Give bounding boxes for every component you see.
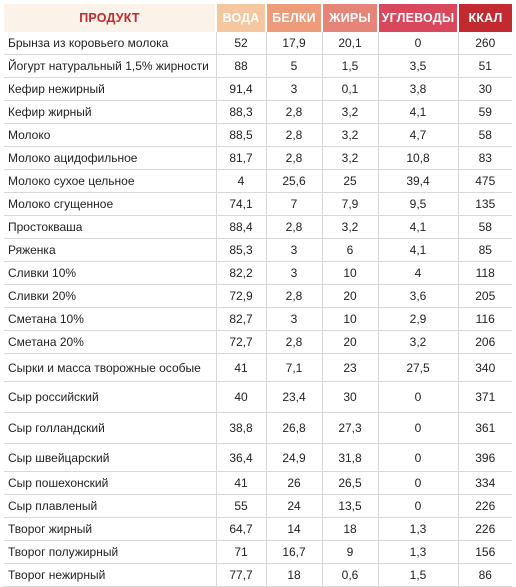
cell-fat: 3,2 <box>322 216 378 239</box>
cell-protein: 2,8 <box>266 285 322 308</box>
cell-protein: 7,1 <box>266 354 322 382</box>
cell-water: 88 <box>216 55 266 78</box>
cell-protein: 2,8 <box>266 331 322 354</box>
cell-carbs: 3,8 <box>378 78 458 101</box>
cell-water: 74,1 <box>216 193 266 216</box>
cell-protein: 2,8 <box>266 216 322 239</box>
cell-product-name: Молоко сгущенное <box>4 193 216 216</box>
cell-carbs: 3,5 <box>378 55 458 78</box>
cell-carbs: 4,1 <box>378 216 458 239</box>
cell-protein: 3 <box>266 78 322 101</box>
cell-fat: 30 <box>322 382 378 413</box>
cell-product-name: Кефир нежирный <box>4 78 216 101</box>
cell-kcal: 85 <box>458 239 512 262</box>
table-header <box>4 4 512 32</box>
cell-carbs: 1,3 <box>378 541 458 564</box>
cell-water: 82,2 <box>216 262 266 285</box>
cell-fat: 6 <box>322 239 378 262</box>
cell-product-name: Творог жирный <box>4 518 216 541</box>
cell-carbs: 3,6 <box>378 285 458 308</box>
cell-carbs: 39,4 <box>378 170 458 193</box>
cell-kcal: 226 <box>458 495 512 518</box>
cell-fat: 25 <box>322 170 378 193</box>
table-row <box>4 518 512 541</box>
cell-fat: 0,6 <box>322 564 378 587</box>
cell-protein: 7 <box>266 193 322 216</box>
table-row <box>4 444 512 472</box>
cell-fat: 10 <box>322 262 378 285</box>
cell-kcal: 86 <box>458 564 512 587</box>
cell-protein: 2,8 <box>266 147 322 170</box>
nutrition-table <box>4 4 512 587</box>
cell-water: 91,4 <box>216 78 266 101</box>
cell-kcal: 59 <box>458 101 512 124</box>
cell-kcal: 361 <box>458 413 512 444</box>
cell-fat: 18 <box>322 518 378 541</box>
cell-kcal: 340 <box>458 354 512 382</box>
table-row <box>4 55 512 78</box>
cell-kcal: 260 <box>458 32 512 55</box>
cell-product-name: Сметана 10% <box>4 308 216 331</box>
table-row <box>4 124 512 147</box>
cell-kcal: 205 <box>458 285 512 308</box>
cell-fat: 26,5 <box>322 472 378 495</box>
table-row <box>4 354 512 382</box>
cell-water: 41 <box>216 472 266 495</box>
cell-product-name: Йогурт натуральный 1,5% жирности <box>4 55 216 78</box>
cell-product-name: Сыр голландский <box>4 413 216 444</box>
table-row <box>4 32 512 55</box>
cell-product-name: Ряженка <box>4 239 216 262</box>
table-row <box>4 472 512 495</box>
cell-fat: 23 <box>322 354 378 382</box>
cell-fat: 27,3 <box>322 413 378 444</box>
cell-product-name: Молоко ацидофильное <box>4 147 216 170</box>
cell-fat: 1,5 <box>322 55 378 78</box>
cell-kcal: 334 <box>458 472 512 495</box>
cell-water: 85,3 <box>216 239 266 262</box>
cell-fat: 10 <box>322 308 378 331</box>
cell-fat: 3,2 <box>322 147 378 170</box>
table-row <box>4 495 512 518</box>
cell-product-name: Сметана 20% <box>4 331 216 354</box>
cell-carbs: 27,5 <box>378 354 458 382</box>
cell-fat: 3,2 <box>322 101 378 124</box>
cell-kcal: 58 <box>458 216 512 239</box>
table-row <box>4 308 512 331</box>
cell-water: 72,9 <box>216 285 266 308</box>
column-header-protein: БЕЛКИ <box>266 4 322 32</box>
table-row <box>4 564 512 587</box>
cell-product-name: Брынза из коровьего молока <box>4 32 216 55</box>
cell-product-name: Молоко сухое цельное <box>4 170 216 193</box>
cell-fat: 13,5 <box>322 495 378 518</box>
cell-kcal: 226 <box>458 518 512 541</box>
cell-carbs: 4,1 <box>378 239 458 262</box>
cell-carbs: 2,9 <box>378 308 458 331</box>
table-body <box>4 32 512 587</box>
table-row <box>4 78 512 101</box>
cell-water: 82,7 <box>216 308 266 331</box>
cell-fat: 7,9 <box>322 193 378 216</box>
cell-water: 40 <box>216 382 266 413</box>
cell-carbs: 4 <box>378 262 458 285</box>
cell-carbs: 0 <box>378 413 458 444</box>
cell-kcal: 51 <box>458 55 512 78</box>
cell-kcal: 116 <box>458 308 512 331</box>
cell-kcal: 156 <box>458 541 512 564</box>
cell-water: 41 <box>216 354 266 382</box>
cell-carbs: 0 <box>378 382 458 413</box>
cell-carbs: 9,5 <box>378 193 458 216</box>
cell-product-name: Творог полужирный <box>4 541 216 564</box>
column-header-product: ПРОДУКТ <box>4 4 216 32</box>
cell-product-name: Творог нежирный <box>4 564 216 587</box>
cell-product-name: Сыр российский <box>4 382 216 413</box>
cell-product-name: Сыр швейцарский <box>4 444 216 472</box>
cell-protein: 18 <box>266 564 322 587</box>
cell-water: 81,7 <box>216 147 266 170</box>
cell-kcal: 206 <box>458 331 512 354</box>
cell-water: 55 <box>216 495 266 518</box>
cell-product-name: Молоко <box>4 124 216 147</box>
table-row <box>4 216 512 239</box>
cell-protein: 26 <box>266 472 322 495</box>
cell-fat: 3,2 <box>322 124 378 147</box>
column-header-carbs: УГЛЕВОДЫ <box>378 4 458 32</box>
cell-protein: 3 <box>266 262 322 285</box>
cell-product-name: Сырки и масса творожные особые <box>4 354 216 382</box>
cell-fat: 31,8 <box>322 444 378 472</box>
table-row <box>4 193 512 216</box>
cell-water: 71 <box>216 541 266 564</box>
cell-product-name: Простокваша <box>4 216 216 239</box>
cell-carbs: 10,8 <box>378 147 458 170</box>
cell-kcal: 396 <box>458 444 512 472</box>
cell-water: 88,5 <box>216 124 266 147</box>
column-header-fat: ЖИРЫ <box>322 4 378 32</box>
column-header-water: ВОДА <box>216 4 266 32</box>
cell-carbs: 0 <box>378 444 458 472</box>
table-row <box>4 239 512 262</box>
table-row <box>4 147 512 170</box>
cell-carbs: 0 <box>378 472 458 495</box>
cell-kcal: 118 <box>458 262 512 285</box>
table-row <box>4 285 512 308</box>
cell-fat: 20 <box>322 331 378 354</box>
cell-kcal: 371 <box>458 382 512 413</box>
cell-protein: 17,9 <box>266 32 322 55</box>
cell-carbs: 3,2 <box>378 331 458 354</box>
cell-kcal: 83 <box>458 147 512 170</box>
cell-protein: 16,7 <box>266 541 322 564</box>
cell-kcal: 135 <box>458 193 512 216</box>
header-row <box>4 4 512 32</box>
cell-water: 77,7 <box>216 564 266 587</box>
table-row <box>4 413 512 444</box>
cell-fat: 20 <box>322 285 378 308</box>
cell-kcal: 475 <box>458 170 512 193</box>
table-row <box>4 382 512 413</box>
table-row <box>4 170 512 193</box>
cell-product-name: Сливки 20% <box>4 285 216 308</box>
cell-fat: 9 <box>322 541 378 564</box>
cell-protein: 26,8 <box>266 413 322 444</box>
cell-protein: 25,6 <box>266 170 322 193</box>
cell-fat: 20,1 <box>322 32 378 55</box>
table-row <box>4 101 512 124</box>
cell-water: 36,4 <box>216 444 266 472</box>
cell-protein: 5 <box>266 55 322 78</box>
cell-protein: 23,4 <box>266 382 322 413</box>
table-row <box>4 262 512 285</box>
cell-water: 88,4 <box>216 216 266 239</box>
cell-product-name: Сливки 10% <box>4 262 216 285</box>
cell-kcal: 30 <box>458 78 512 101</box>
cell-product-name: Сыр пошехонский <box>4 472 216 495</box>
cell-protein: 2,8 <box>266 101 322 124</box>
cell-product-name: Сыр плавленый <box>4 495 216 518</box>
cell-carbs: 4,7 <box>378 124 458 147</box>
nutrition-table-container <box>4 4 512 587</box>
column-header-kcal: ККАЛ <box>458 4 512 32</box>
cell-water: 4 <box>216 170 266 193</box>
cell-protein: 3 <box>266 239 322 262</box>
cell-carbs: 4,1 <box>378 101 458 124</box>
table-row <box>4 541 512 564</box>
cell-protein: 24,9 <box>266 444 322 472</box>
cell-product-name: Кефир жирный <box>4 101 216 124</box>
cell-protein: 24 <box>266 495 322 518</box>
cell-water: 72,7 <box>216 331 266 354</box>
cell-protein: 3 <box>266 308 322 331</box>
cell-fat: 0,1 <box>322 78 378 101</box>
cell-carbs: 1,3 <box>378 518 458 541</box>
cell-water: 64,7 <box>216 518 266 541</box>
cell-protein: 14 <box>266 518 322 541</box>
cell-carbs: 0 <box>378 32 458 55</box>
cell-water: 52 <box>216 32 266 55</box>
cell-kcal: 58 <box>458 124 512 147</box>
cell-water: 38,8 <box>216 413 266 444</box>
cell-carbs: 1,5 <box>378 564 458 587</box>
cell-water: 88,3 <box>216 101 266 124</box>
table-row <box>4 331 512 354</box>
cell-protein: 2,8 <box>266 124 322 147</box>
cell-carbs: 0 <box>378 495 458 518</box>
